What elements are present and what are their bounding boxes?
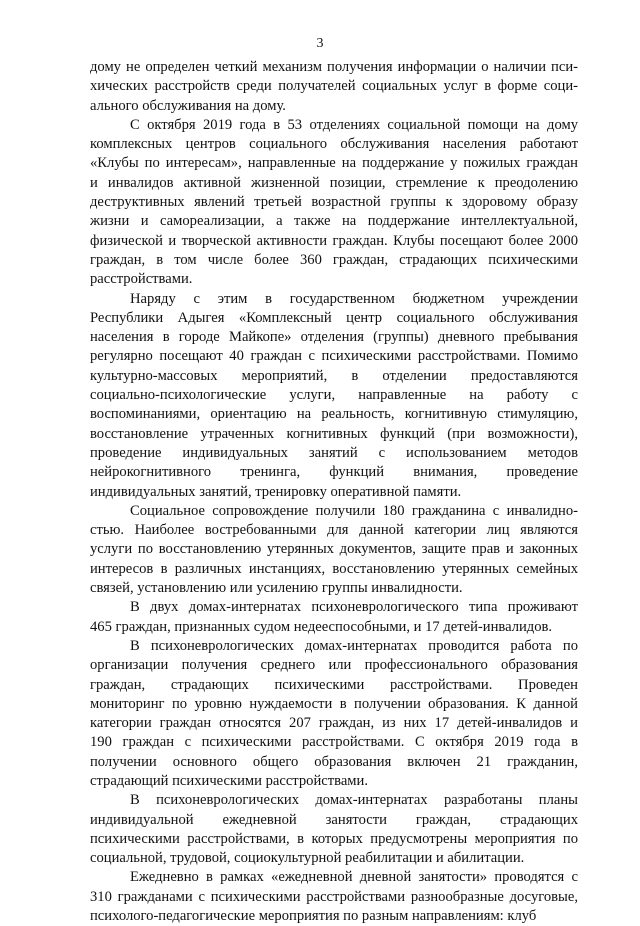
- text-line: «Клубы по интересам», направленные на поддержание у пожилых граждан: [90, 155, 578, 172]
- text-line: стью. Наиболее востребованными для данной категории лиц являются: [90, 522, 578, 539]
- text-line: хических расстройств среди получателей социальных услуг в форме соци-: [90, 78, 578, 95]
- paragraph: [90, 637, 578, 791]
- text-line: психическими расстройствами, в которых предусмотрены мероприятия по: [90, 830, 578, 847]
- text-line: организации получения среднего или профессионального образования: [90, 657, 578, 674]
- text-line: населения в городе Майкопе» отделения (группы) дневного пребывания: [90, 329, 578, 346]
- document-body: [90, 58, 578, 926]
- text-line: расстройствами.: [90, 271, 193, 288]
- text-line: 190 граждан с психическими расстройствами. С октября 2019 года в: [90, 734, 578, 751]
- text-line: социально-психологические услуги, направленные на работу с: [90, 387, 578, 404]
- text-line: связей, установлению или усилению группы инвалидности.: [90, 580, 463, 597]
- paragraph: [90, 598, 578, 637]
- text-line: 310 гражданами с психическими расстройствами разнообразные досуговые,: [90, 888, 578, 905]
- text-line: Республики Адыгея «Комплексный центр социального обслуживания: [90, 309, 578, 326]
- text-line: страдающий психическими расстройствами.: [90, 772, 368, 789]
- text-line: воспоминаниями, ориентацию на реальность, когнитивную стимуляцию,: [90, 406, 578, 423]
- text-line: жизни и самореализации, а также на поддержание интеллектуальной,: [90, 213, 578, 230]
- paragraph: [90, 116, 578, 290]
- text-line: восстановление утраченных когнитивных функций (при возможности),: [90, 425, 578, 442]
- text-line: нейрокогнитивного тренинга, функций внимания, проведение: [90, 464, 578, 481]
- text-line: Наряду с этим в государственном бюджетном учреждении: [130, 290, 578, 307]
- paragraph: [90, 58, 578, 116]
- text-line: мониторинг по уровню нуждаемости в получении образования. К данной: [90, 695, 578, 712]
- text-line: С октября 2019 года в 53 отделениях социальной помощи на дому: [130, 116, 578, 133]
- text-line: культурно-массовых мероприятий, в отделении предоставляются: [90, 367, 578, 384]
- paragraph: [90, 290, 578, 502]
- text-line: услуги по восстановлению утерянных документов, защите прав и законных: [90, 541, 578, 558]
- text-line: регулярно посещают 40 граждан с психическими расстройствами. Помимо: [90, 348, 578, 365]
- text-line: социальной, трудовой, социокультурной реабилитации и абилитации.: [90, 850, 525, 867]
- paragraph: [90, 868, 578, 926]
- text-line: интересов в различных инстанциях, восстановлению утерянных семейных: [90, 560, 578, 577]
- text-line: деструктивных явлений третьей возрастной группы к здоровому образу: [90, 194, 578, 211]
- text-line: граждан, страдающих психическими расстройствами. Проведен: [90, 676, 578, 693]
- page-number: 3: [316, 36, 324, 51]
- text-line: В психоневрологических домах-интернатах проводится работа по: [130, 637, 578, 654]
- text-line: индивидуальной ежедневной занятости граждан, страдающих: [90, 811, 578, 828]
- text-line: ального обслуживания на дому.: [90, 97, 286, 114]
- text-line: и инвалидов активной жизненной позиции, стремление к преодолению: [90, 174, 578, 191]
- text-line: физической и творческой активности граждан. Клубы посещают более 2000: [90, 232, 578, 249]
- text-line: получении основного общего образования включен 21 гражданин,: [90, 753, 578, 770]
- text-line: комплексных центров социального обслуживания населения работают: [90, 136, 578, 153]
- text-line: Ежедневно в рамках «ежедневной дневной занятости» проводятся с: [130, 869, 578, 886]
- paragraph: [90, 502, 578, 598]
- paragraph: [90, 791, 578, 868]
- text-line: проведение индивидуальных занятий с использованием методов: [90, 444, 578, 461]
- text-line: В двух домах-интернатах психоневрологического типа проживают: [130, 599, 578, 616]
- text-line: категории граждан относятся 207 граждан, из них 17 детей-инвалидов и: [90, 715, 578, 732]
- text-line: В психоневрологических домах-интернатах разработаны планы: [130, 792, 578, 809]
- text-line: граждан, в том числе более 360 граждан, страдающих психическими: [90, 251, 578, 268]
- text-line: психолого-педагогические мероприятия по разным направлениям: клуб: [90, 908, 537, 925]
- text-line: индивидуальных занятий, тренировку оперативной памяти.: [90, 483, 462, 500]
- text-line: Социальное сопровождение получили 180 гражданина с инвалидно-: [130, 502, 578, 519]
- text-line: 465 граждан, признанных судом недееспособными, и 17 детей-инвалидов.: [90, 618, 553, 635]
- text-line: дому не определен четкий механизм получения информации о наличии пси-: [90, 59, 578, 75]
